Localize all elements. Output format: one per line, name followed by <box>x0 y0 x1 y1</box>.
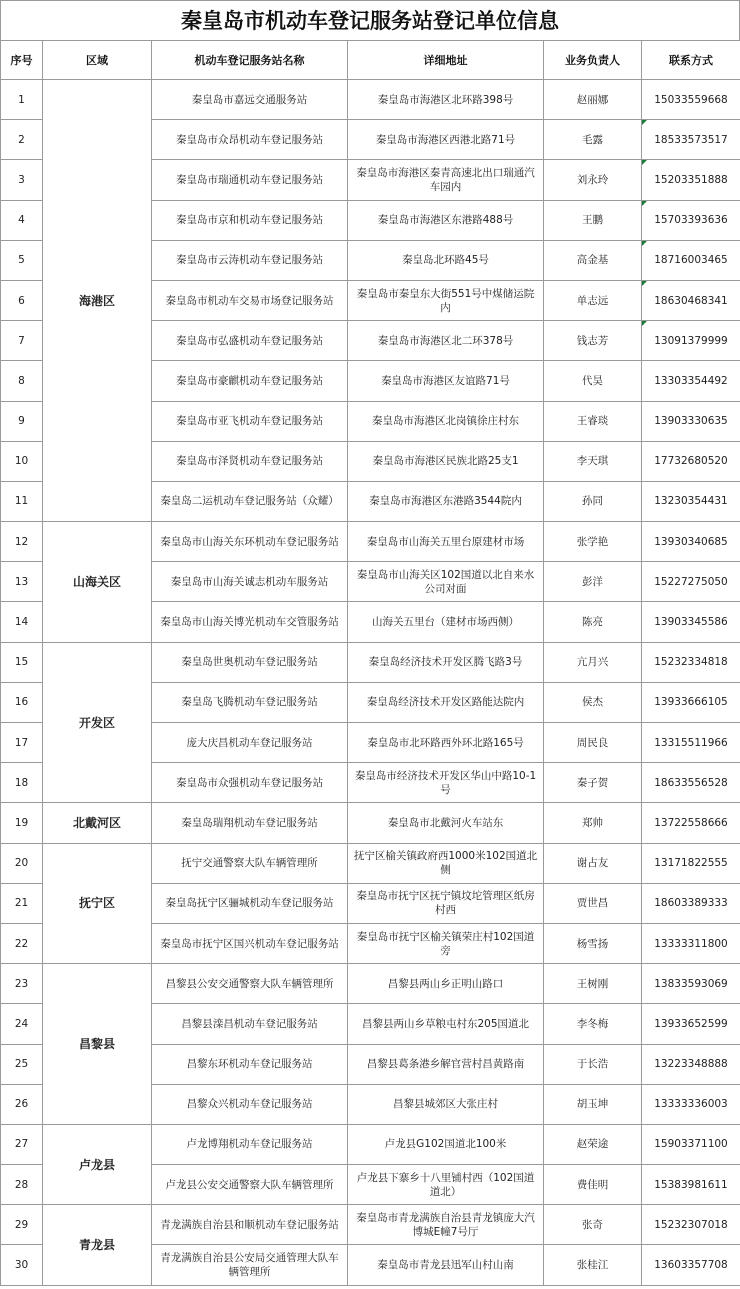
row-number-cell: 15 <box>1 642 43 682</box>
row-number-cell: 22 <box>1 923 43 963</box>
row-number-cell: 9 <box>1 401 43 441</box>
address-cell: 抚宁区榆关镇政府西1000米102国道北侧 <box>348 843 544 883</box>
phone-text: 13933652599 <box>654 1017 728 1030</box>
row-number-cell: 24 <box>1 1004 43 1044</box>
phone-text: 13603357708 <box>654 1259 728 1272</box>
row-number-cell: 27 <box>1 1124 43 1164</box>
table-row <box>1 964 740 1004</box>
phone-cell <box>642 200 740 240</box>
address-cell: 秦皇岛市抚宁区榆关镇荣庄村102国道旁 <box>348 923 544 963</box>
region-cell: 开发区 <box>43 642 152 803</box>
phone-cell <box>642 1165 740 1205</box>
header-phone: 联系方式 <box>642 41 740 80</box>
person-cell: 彭洋 <box>544 562 642 602</box>
row-number-cell: 12 <box>1 522 43 562</box>
table-row <box>1 843 740 883</box>
phone-text: 13903345586 <box>654 616 728 629</box>
station-name-cell: 秦皇岛抚宁区骊城机动车登记服务站 <box>152 883 348 923</box>
phone-cell <box>642 120 740 160</box>
person-cell: 张桂江 <box>544 1245 642 1285</box>
table-row <box>1 522 740 562</box>
phone-text: 13091379999 <box>654 334 728 347</box>
phone-cell <box>642 883 740 923</box>
station-name-cell: 秦皇岛市泽贤机动车登记服务站 <box>152 441 348 481</box>
phone-text: 18716003465 <box>654 254 728 267</box>
table-row <box>1 1124 740 1164</box>
row-number-cell: 25 <box>1 1044 43 1084</box>
station-name-cell: 庞大庆昌机动车登记服务站 <box>152 723 348 763</box>
address-cell: 秦皇岛市北戴河火车站东 <box>348 803 544 843</box>
address-cell: 秦皇岛北环路45号 <box>348 240 544 280</box>
phone-text: 15203351888 <box>654 173 728 186</box>
phone-cell <box>642 602 740 642</box>
address-cell: 昌黎县两山乡草粮屯村东205国道北 <box>348 1004 544 1044</box>
region-cell: 北戴河区 <box>43 803 152 843</box>
station-name-cell: 秦皇岛飞腾机动车登记服务站 <box>152 682 348 722</box>
phone-text: 15227275050 <box>654 575 728 588</box>
cell-flag-icon <box>642 201 647 206</box>
station-name-cell: 秦皇岛市豪麒机动车登记服务站 <box>152 361 348 401</box>
row-number-cell: 16 <box>1 682 43 722</box>
station-name-cell: 秦皇岛市云涛机动车登记服务站 <box>152 240 348 280</box>
person-cell: 贾世昌 <box>544 883 642 923</box>
row-number-cell: 29 <box>1 1205 43 1245</box>
cell-flag-icon <box>642 120 647 125</box>
address-cell: 秦皇岛经济技术开发区腾飞路3号 <box>348 642 544 682</box>
station-name-cell: 卢龙县公安交通警察大队车辆管理所 <box>152 1165 348 1205</box>
person-cell: 谢占友 <box>544 843 642 883</box>
cell-flag-icon <box>642 321 647 326</box>
address-cell: 秦皇岛市青龙县迅军山村山南 <box>348 1245 544 1285</box>
station-name-cell: 秦皇岛市众强机动车登记服务站 <box>152 763 348 803</box>
station-name-cell: 秦皇岛市京和机动车登记服务站 <box>152 200 348 240</box>
row-number-cell: 2 <box>1 120 43 160</box>
person-cell: 赵丽娜 <box>544 80 642 120</box>
row-number-cell: 23 <box>1 964 43 1004</box>
header-address: 详细地址 <box>348 41 544 80</box>
header-no: 序号 <box>1 41 43 80</box>
person-cell: 郑帅 <box>544 803 642 843</box>
person-cell: 毛露 <box>544 120 642 160</box>
phone-cell <box>642 642 740 682</box>
address-cell: 秦皇岛市海港区北环路398号 <box>348 80 544 120</box>
address-cell: 秦皇岛市海港区秦青高速北出口瑞通汽车园内 <box>348 160 544 200</box>
row-number-cell: 17 <box>1 723 43 763</box>
phone-cell <box>642 441 740 481</box>
address-cell: 秦皇岛市抚宁区抚宁镇坟坨管理区纸房村西 <box>348 883 544 923</box>
phone-cell <box>642 280 740 320</box>
station-name-cell: 秦皇岛市嘉远交通服务站 <box>152 80 348 120</box>
phone-cell <box>642 843 740 883</box>
address-cell: 秦皇岛市海港区西港北路71号 <box>348 120 544 160</box>
address-cell: 秦皇岛市北环路西外环北路165号 <box>348 723 544 763</box>
phone-text: 13833593069 <box>654 977 728 990</box>
phone-cell <box>642 240 740 280</box>
address-cell: 昌黎县城郊区大张庄村 <box>348 1084 544 1124</box>
phone-text: 13230354431 <box>654 495 728 508</box>
person-cell: 王鹏 <box>544 200 642 240</box>
address-cell: 山海关五里台（建材市场西侧） <box>348 602 544 642</box>
row-number-cell: 18 <box>1 763 43 803</box>
phone-text: 15383981611 <box>654 1178 728 1191</box>
header-person: 业务负责人 <box>544 41 642 80</box>
phone-text: 13303354492 <box>654 374 728 387</box>
phone-cell <box>642 1044 740 1084</box>
phone-cell <box>642 481 740 521</box>
address-cell: 秦皇岛经济技术开发区路能达院内 <box>348 682 544 722</box>
person-cell: 侯杰 <box>544 682 642 722</box>
phone-text: 13333311800 <box>654 937 728 950</box>
row-number-cell: 20 <box>1 843 43 883</box>
person-cell: 费佳明 <box>544 1165 642 1205</box>
station-name-cell: 秦皇岛市山海关东环机动车登记服务站 <box>152 522 348 562</box>
person-cell: 李天琪 <box>544 441 642 481</box>
station-name-cell: 昌黎东环机动车登记服务站 <box>152 1044 348 1084</box>
person-cell: 钱志芳 <box>544 321 642 361</box>
station-name-cell: 秦皇岛瑞翔机动车登记服务站 <box>152 803 348 843</box>
row-number-cell: 19 <box>1 803 43 843</box>
region-cell: 抚宁区 <box>43 843 152 964</box>
address-cell: 秦皇岛市山海关区102国道以北自来水公司对面 <box>348 562 544 602</box>
phone-text: 13333336003 <box>654 1098 728 1111</box>
region-cell: 青龙县 <box>43 1205 152 1285</box>
phone-text: 15232334818 <box>654 656 728 669</box>
phone-text: 13903330635 <box>654 415 728 428</box>
station-name-cell: 秦皇岛市山海关博光机动车交管服务站 <box>152 602 348 642</box>
phone-cell <box>642 723 740 763</box>
row-number-cell: 7 <box>1 321 43 361</box>
address-cell: 秦皇岛市海港区民族北路25支1 <box>348 441 544 481</box>
person-cell: 亢月兴 <box>544 642 642 682</box>
table-body <box>1 80 740 1286</box>
address-cell: 秦皇岛市经济技术开发区华山中路10-1号 <box>348 763 544 803</box>
header-region: 区域 <box>43 41 152 80</box>
phone-text: 15703393636 <box>654 214 728 227</box>
address-cell: 秦皇岛市海港区东港路488号 <box>348 200 544 240</box>
address-cell: 秦皇岛市海港区东港路3544院内 <box>348 481 544 521</box>
table-row <box>1 1205 740 1245</box>
station-name-cell: 秦皇岛市抚宁区国兴机动车登记服务站 <box>152 923 348 963</box>
row-number-cell: 5 <box>1 240 43 280</box>
person-cell: 杨雪扬 <box>544 923 642 963</box>
person-cell: 周民良 <box>544 723 642 763</box>
phone-text: 15903371100 <box>654 1138 728 1151</box>
table-row <box>1 642 740 682</box>
station-name-cell: 青龙满族自治县和顺机动车登记服务站 <box>152 1205 348 1245</box>
phone-cell <box>642 401 740 441</box>
station-name-cell: 秦皇岛市瑞通机动车登记服务站 <box>152 160 348 200</box>
person-cell: 张学艳 <box>544 522 642 562</box>
region-cell: 昌黎县 <box>43 964 152 1125</box>
person-cell: 王睿琰 <box>544 401 642 441</box>
phone-text: 13171822555 <box>654 857 728 870</box>
phone-cell <box>642 321 740 361</box>
person-cell: 张奇 <box>544 1205 642 1245</box>
station-name-cell: 卢龙博翔机动车登记服务站 <box>152 1124 348 1164</box>
person-cell: 赵荣途 <box>544 1124 642 1164</box>
row-number-cell: 28 <box>1 1165 43 1205</box>
station-name-cell: 秦皇岛世奥机动车登记服务站 <box>152 642 348 682</box>
station-name-cell: 昌黎县滦昌机动车登记服务站 <box>152 1004 348 1044</box>
station-name-cell: 昌黎众兴机动车登记服务站 <box>152 1084 348 1124</box>
address-cell: 昌黎县两山乡正明山路口 <box>348 964 544 1004</box>
phone-cell <box>642 80 740 120</box>
cell-flag-icon <box>642 241 647 246</box>
row-number-cell: 21 <box>1 883 43 923</box>
phone-cell <box>642 160 740 200</box>
region-cell: 山海关区 <box>43 522 152 643</box>
phone-cell <box>642 964 740 1004</box>
row-number-cell: 14 <box>1 602 43 642</box>
phone-text: 18633556528 <box>654 776 728 789</box>
phone-text: 13722558666 <box>654 816 728 829</box>
table-row <box>1 80 740 120</box>
phone-text: 17732680520 <box>654 455 728 468</box>
row-number-cell: 11 <box>1 481 43 521</box>
phone-cell <box>642 682 740 722</box>
station-name-cell: 秦皇岛市山海关诚志机动车服务站 <box>152 562 348 602</box>
station-name-cell: 抚宁交通警察大队车辆管理所 <box>152 843 348 883</box>
address-cell: 秦皇岛市青龙满族自治县青龙镇庞大汽博城E幢7号厅 <box>348 1205 544 1245</box>
row-number-cell: 1 <box>1 80 43 120</box>
phone-cell <box>642 1245 740 1285</box>
person-cell: 于长浩 <box>544 1044 642 1084</box>
phone-text: 18533573517 <box>654 133 728 146</box>
address-cell: 秦皇岛市山海关五里台原建材市场 <box>348 522 544 562</box>
address-cell: 秦皇岛市海港区友谊路71号 <box>348 361 544 401</box>
row-number-cell: 10 <box>1 441 43 481</box>
table-row <box>1 803 740 843</box>
phone-cell <box>642 1124 740 1164</box>
station-name-cell: 秦皇岛市亚飞机动车登记服务站 <box>152 401 348 441</box>
region-cell: 卢龙县 <box>43 1124 152 1204</box>
person-cell: 胡玉坤 <box>544 1084 642 1124</box>
phone-cell <box>642 1004 740 1044</box>
station-name-cell: 青龙满族自治县公安局交通管理大队车辆管理所 <box>152 1245 348 1285</box>
header-row <box>1 41 740 80</box>
row-number-cell: 13 <box>1 562 43 602</box>
address-cell: 昌黎县葛条港乡解官营村昌黄路南 <box>348 1044 544 1084</box>
person-cell: 单志远 <box>544 280 642 320</box>
phone-cell <box>642 763 740 803</box>
phone-text: 18630468341 <box>654 294 728 307</box>
phone-cell <box>642 1205 740 1245</box>
phone-cell <box>642 522 740 562</box>
registration-table <box>0 40 740 1286</box>
phone-text: 13315511966 <box>654 736 728 749</box>
row-number-cell: 8 <box>1 361 43 401</box>
phone-cell <box>642 361 740 401</box>
station-name-cell: 昌黎县公安交通警察大队车辆管理所 <box>152 964 348 1004</box>
phone-text: 13933666105 <box>654 696 728 709</box>
person-cell: 王树刚 <box>544 964 642 1004</box>
station-name-cell: 秦皇岛市机动车交易市场登记服务站 <box>152 280 348 320</box>
station-name-cell: 秦皇岛市众昂机动车登记服务站 <box>152 120 348 160</box>
row-number-cell: 4 <box>1 200 43 240</box>
person-cell: 代昊 <box>544 361 642 401</box>
station-name-cell: 秦皇岛市弘盛机动车登记服务站 <box>152 321 348 361</box>
address-cell: 秦皇岛市秦皇东大街551号中煤储运院内 <box>348 280 544 320</box>
person-cell: 刘永玲 <box>544 160 642 200</box>
row-number-cell: 3 <box>1 160 43 200</box>
cell-flag-icon <box>642 281 647 286</box>
row-number-cell: 6 <box>1 280 43 320</box>
row-number-cell: 26 <box>1 1084 43 1124</box>
phone-cell <box>642 923 740 963</box>
row-number-cell: 30 <box>1 1245 43 1285</box>
address-cell: 卢龙县下寨乡十八里铺村西（102国道道北） <box>348 1165 544 1205</box>
phone-cell <box>642 562 740 602</box>
phone-text: 15033559668 <box>654 93 728 106</box>
phone-text: 15232307018 <box>654 1218 728 1231</box>
phone-cell <box>642 803 740 843</box>
address-cell: 秦皇岛市海港区北二环378号 <box>348 321 544 361</box>
address-cell: 卢龙县G102国道北100米 <box>348 1124 544 1164</box>
person-cell: 秦子贺 <box>544 763 642 803</box>
region-cell: 海港区 <box>43 80 152 522</box>
phone-cell <box>642 1084 740 1124</box>
phone-text: 18603389333 <box>654 897 728 910</box>
person-cell: 孙同 <box>544 481 642 521</box>
person-cell: 高金基 <box>544 240 642 280</box>
page-title: 秦皇岛市机动车登记服务站登记单位信息 <box>0 0 740 40</box>
address-cell: 秦皇岛市海港区北岗镇徐庄村东 <box>348 401 544 441</box>
header-station-name: 机动车登记服务站名称 <box>152 41 348 80</box>
person-cell: 陈亮 <box>544 602 642 642</box>
phone-text: 13930340685 <box>654 535 728 548</box>
cell-flag-icon <box>642 160 647 165</box>
person-cell: 李冬梅 <box>544 1004 642 1044</box>
phone-text: 13223348888 <box>654 1058 728 1071</box>
station-name-cell: 秦皇岛二运机动车登记服务站（众耀） <box>152 481 348 521</box>
